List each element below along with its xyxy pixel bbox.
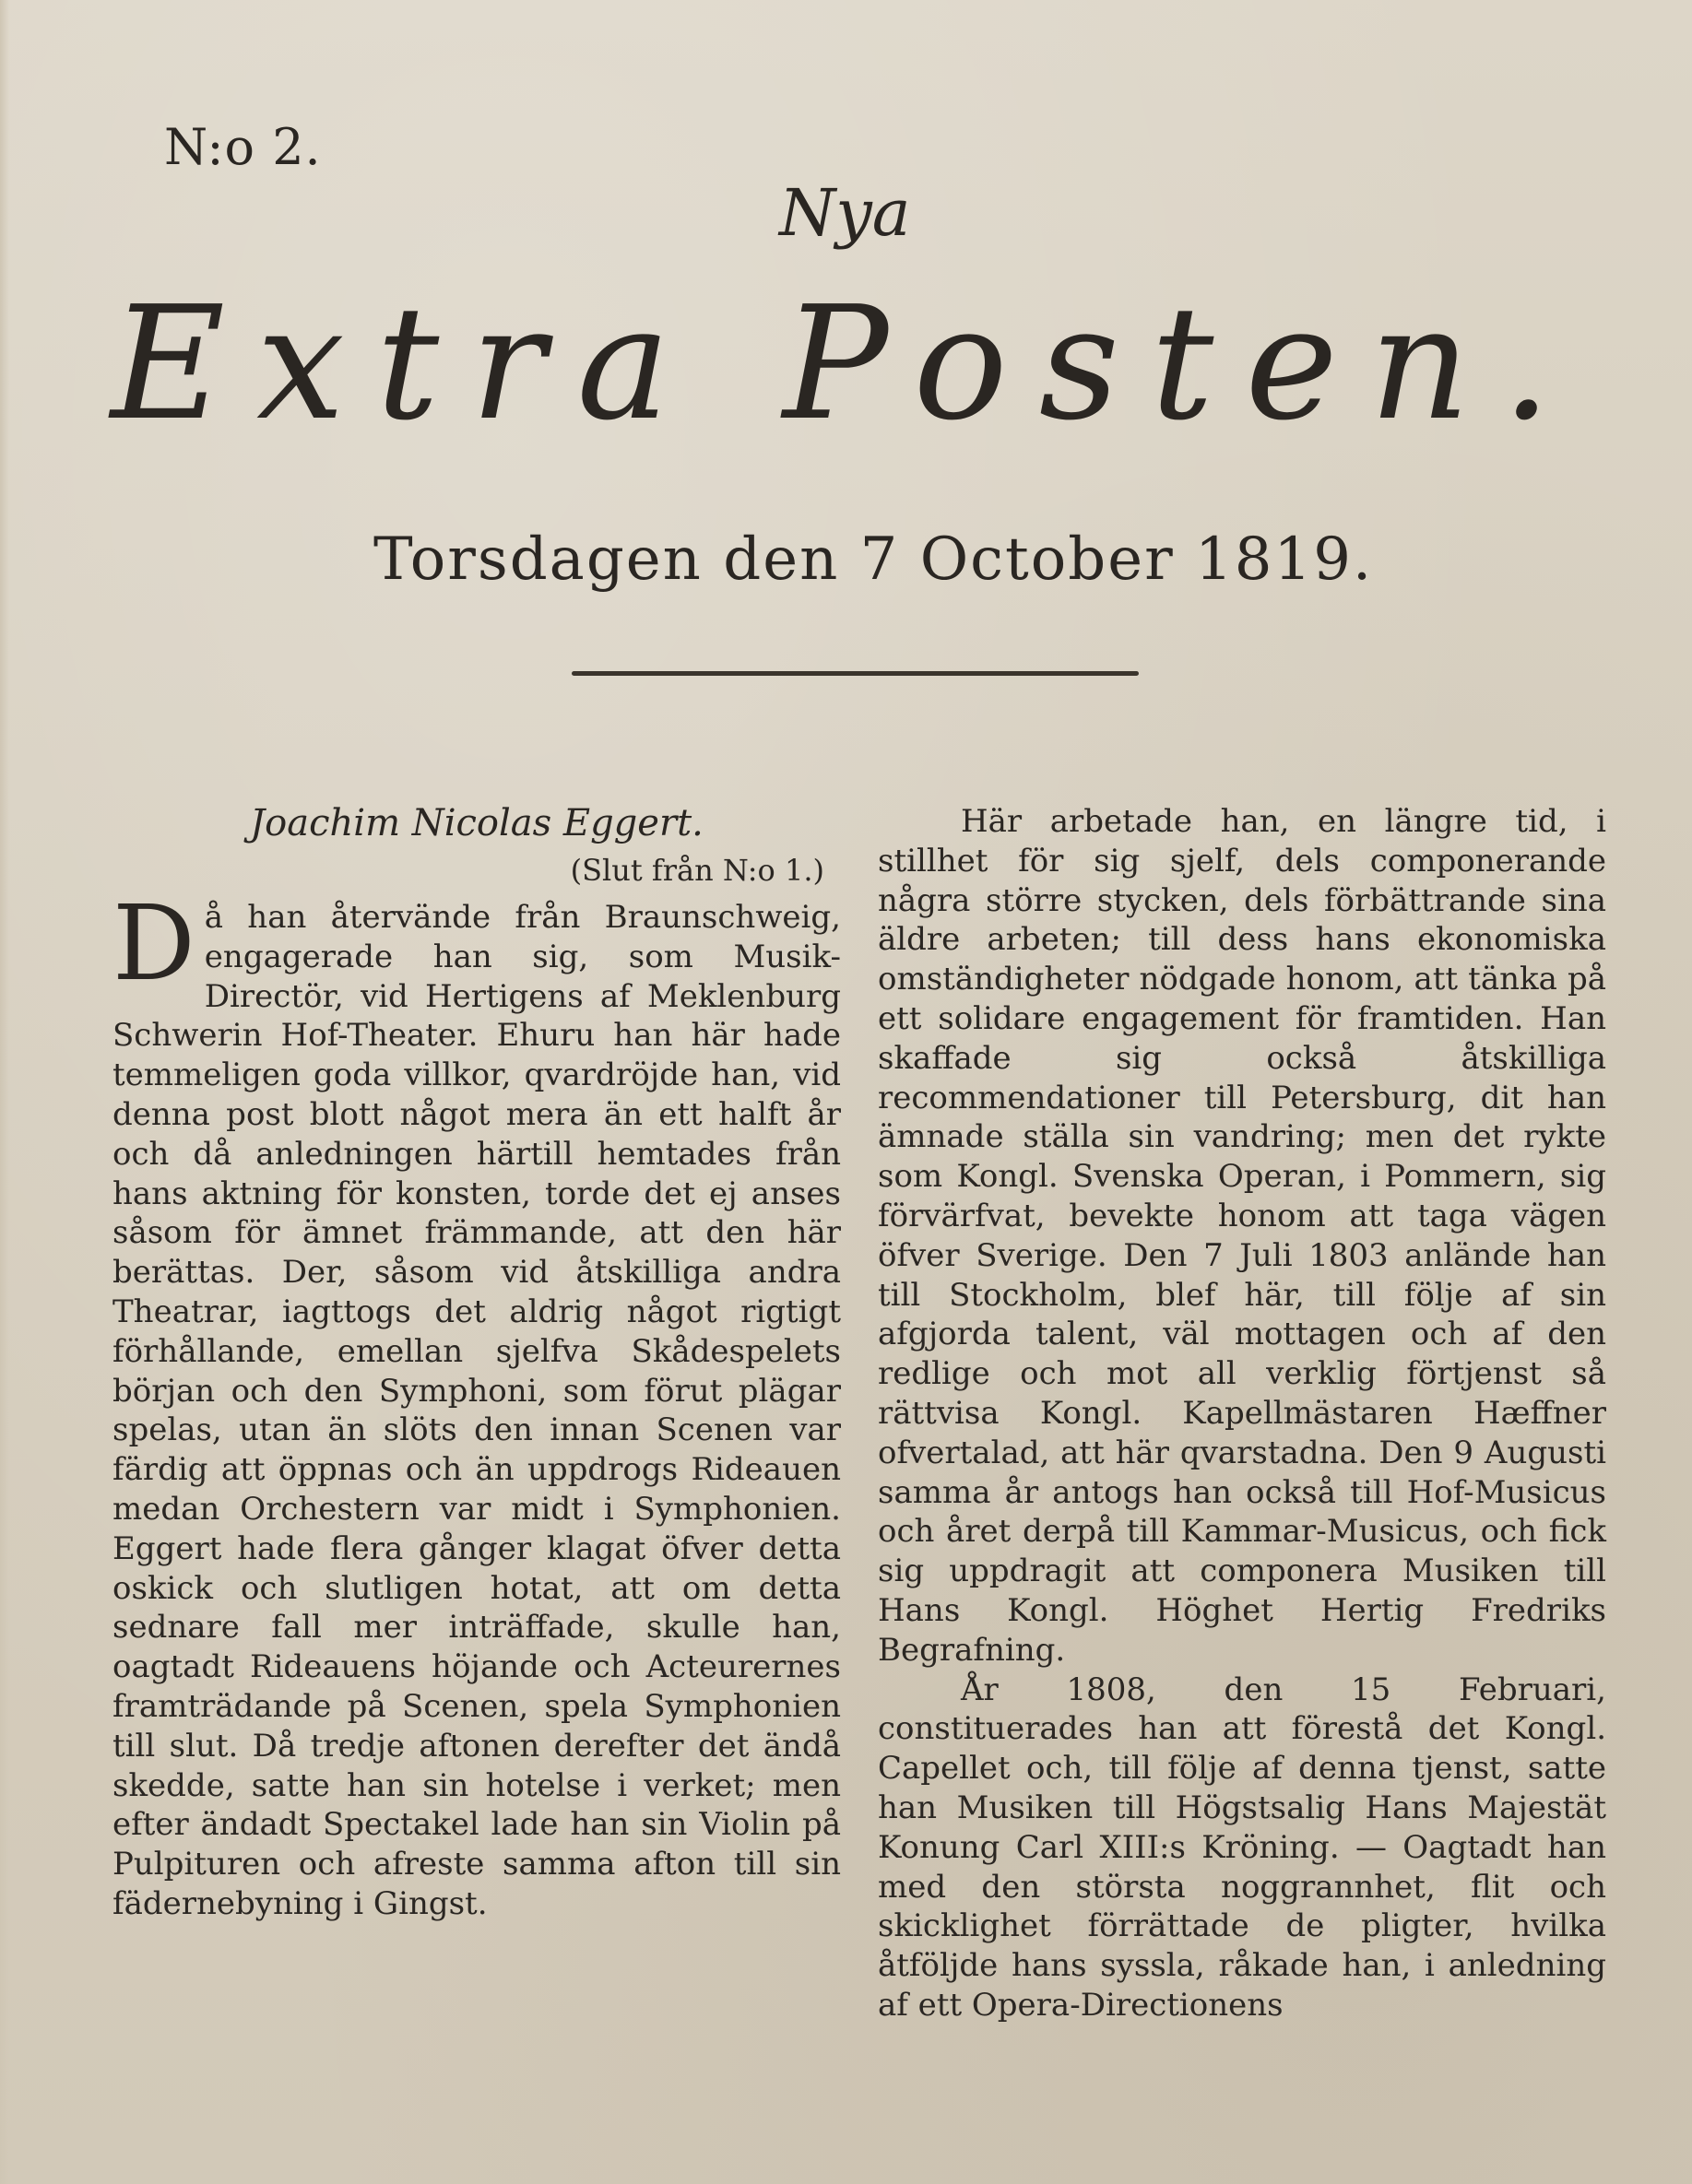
left-column bbox=[112, 802, 841, 1924]
article-title: Joachim Nicolas Eggert. bbox=[250, 802, 704, 844]
title-small: Nya bbox=[779, 175, 911, 251]
masthead-title: Extra Posten. bbox=[111, 273, 1583, 455]
article-paragraph bbox=[112, 884, 841, 1924]
continued-note: (Slut från N:o 1.) bbox=[570, 853, 824, 888]
dateline: Torsdagen den 7 October 1819. bbox=[373, 525, 1374, 594]
issue-number: N:o 2. bbox=[164, 118, 322, 176]
article-paragraph-text: å han återvände från Braunschweig, engagerade han sig, som Musik-Directör, vid Hertigens af Meklenburg Schwerin Hof-Theater. Ehuru han här hade temmeligen goda villkor, qvardröjde han, vid denna post blott något mera än ett halft år och då anledningen härtill hemtades från hans aktning för konsten, torde det ej anses såsom för ämnet främmande, att den här berättas. Der, såsom vid åtskilliga andra Theatrar, iagttogs det aldrig något rigtigt förhållande, emellan sjelfva Skådespelets början och den Symphoni, som förut plägar spelas, utan än slöts den innan Scenen var färdig att öppnas och än uppdrogs Rideauen medan Orchestern var midt i Symphonien. Eggert hade flera gånger klagat öfver detta oskick och slutligen hotat, att om detta sednare fall mer inträffade, skulle han, oagtadt Rideauens höjande och Acteurernes framträdande på Scenen, spela Symphonien till slut. Då tredje aftonen derefter det ändå skedde, satte han sin hotelse i verket; men efter ändadt Spectakel lade han sin Violin på Pulpituren och afreste samma afton till sin fädernebyning i Gingst. bbox=[112, 899, 841, 1922]
article-paragraph: Här arbetade han, en längre tid, i stillhet för sig sjelf, dels componerande några större stycken, dels förbättrande sina äldre arbeten; till dess hans ekonomiska omständigheter nödgade honom, att tänka på ett solidare engagement för framtiden. Han skaffade sig också åtskilliga recommendationer till Petersburg, dit han ämnade ställa sin vandring; men det rykte som Kongl. Svenska Operan, i Pommern, sig förvärfvat, bevekte honom att taga vägen öfver Sverige. Den 7 Juli 1803 anlände han till Stockholm, blef här, till följe af sin afgjorda talent, väl mottagen och af den redlige och mot all verklig förtjenst så rättvisa Kongl. Kapellmästaren Hæffner ofvertalad, att här qvarstadna. Den 9 Augusti samma år antogs han också till Hof-Musicus och året derpå till Kammar-Musicus, och fick sig uppdragit att componera Musiken till Hans Kongl. Höghet Hertig Fredriks Begrafning. bbox=[878, 803, 1606, 1669]
header-rule bbox=[572, 671, 1139, 676]
page-edge-shadow bbox=[0, 0, 9, 2184]
right-column bbox=[878, 802, 1606, 2025]
drop-cap: D bbox=[112, 884, 195, 1004]
article-paragraph: År 1808, den 15 Februari, constituerades han att förestå det Kongl. Capellet och, till följe af denna tjenst, satte han Musiken till Högstsalig Hans Majestät Konung Carl XIII:s Kröning. — Oagtadt han med den största noggrannhet, flit och skicklighet förrättade de pligter, hvilka åtföljde hans syssla, råkade han, i anledning af ett Opera-Directionens bbox=[878, 1670, 1606, 2024]
